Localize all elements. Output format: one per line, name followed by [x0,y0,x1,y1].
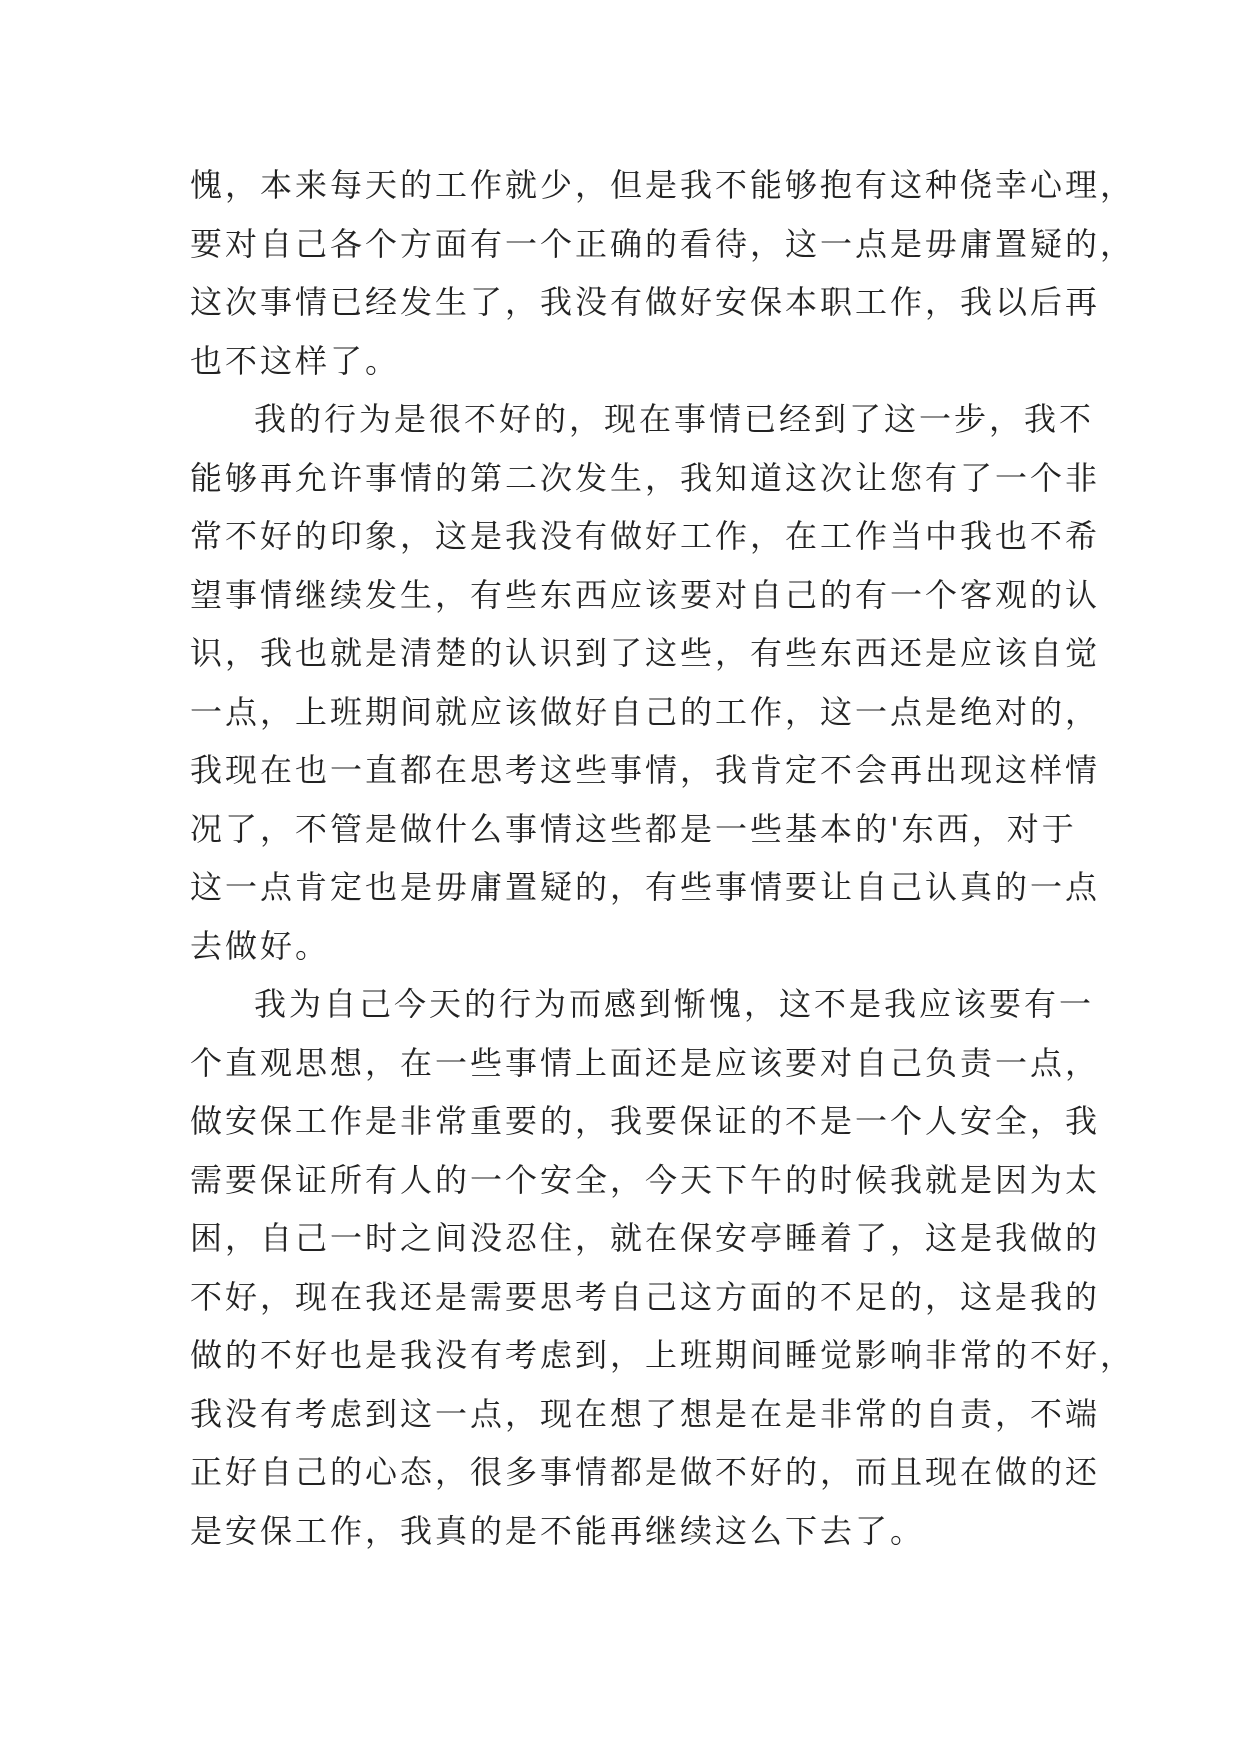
text-line: 我没有考虑到这一点，现在想了想是在是非常的自责，不端 [190,1394,1101,1433]
text-line: 愧，本来每天的工作就少，但是我不能够抱有这种侥幸心理， [190,166,1136,204]
text-line: 常不好的印象，这是我没有做好工作，在工作当中我也不希 [190,517,1101,555]
text-line: 做安保工作是非常重要的，我要保证的不是一个人安全，我 [190,1102,1101,1140]
text-line: 去做好。 [190,926,331,965]
text-line: 况了，不管是做什么事情这些都是一些基本的'东西，对于 [190,809,1077,848]
text-line: 要对自己各个方面有一个正确的看待，这一点是毋庸置疑的， [190,224,1136,263]
text-line: 一点，上班期间就应该做好自己的工作，这一点是绝对的， [190,692,1101,731]
text-line: 这一点肯定也是毋庸置疑的，有些事情要让自己认真的一点 [190,868,1101,906]
text-line: 困，自己一时之间没忍住，就在保安亭睡着了，这是我做的 [190,1219,1101,1257]
text-line: 也不这样了。 [190,341,401,380]
text-line: 望事情继续发生，有些东西应该要对自己的有一个客观的认 [190,575,1101,614]
text-line: 是安保工作，我真的是不能再继续这么下去了。 [190,1511,926,1550]
text-line: 做的不好也是我没有考虑到，上班期间睡觉影响非常的不好， [190,1336,1136,1374]
text-line: 能够再允许事情的第二次发生，我知道这次让您有了一个非 [190,458,1101,497]
paragraph-first-line: 我的行为是很不好的，现在事情已经到了这一步，我不 [254,400,1095,438]
text-line: 这次事情已经发生了，我没有做好安保本职工作，我以后再 [190,283,1101,321]
paragraph-first-line: 我为自己今天的行为而感到惭愧，这不是我应该要有一 [254,985,1095,1023]
text-line: 识，我也就是清楚的认识到了这些，有些东西还是应该自觉 [190,634,1101,672]
document-body [190,156,1136,1560]
text-line: 需要保证所有人的一个安全，今天下午的时候我就是因为太 [190,1160,1101,1199]
text-line: 我现在也一直都在思考这些事情，我肯定不会再出现这样情 [190,751,1101,789]
text-line: 正好自己的心态，很多事情都是做不好的，而且现在做的还 [190,1453,1101,1491]
text-line: 不好，现在我还是需要思考自己这方面的不足的，这是我的 [190,1277,1101,1316]
text-line: 个直观思想，在一些事情上面还是应该要对自己负责一点， [190,1043,1101,1082]
